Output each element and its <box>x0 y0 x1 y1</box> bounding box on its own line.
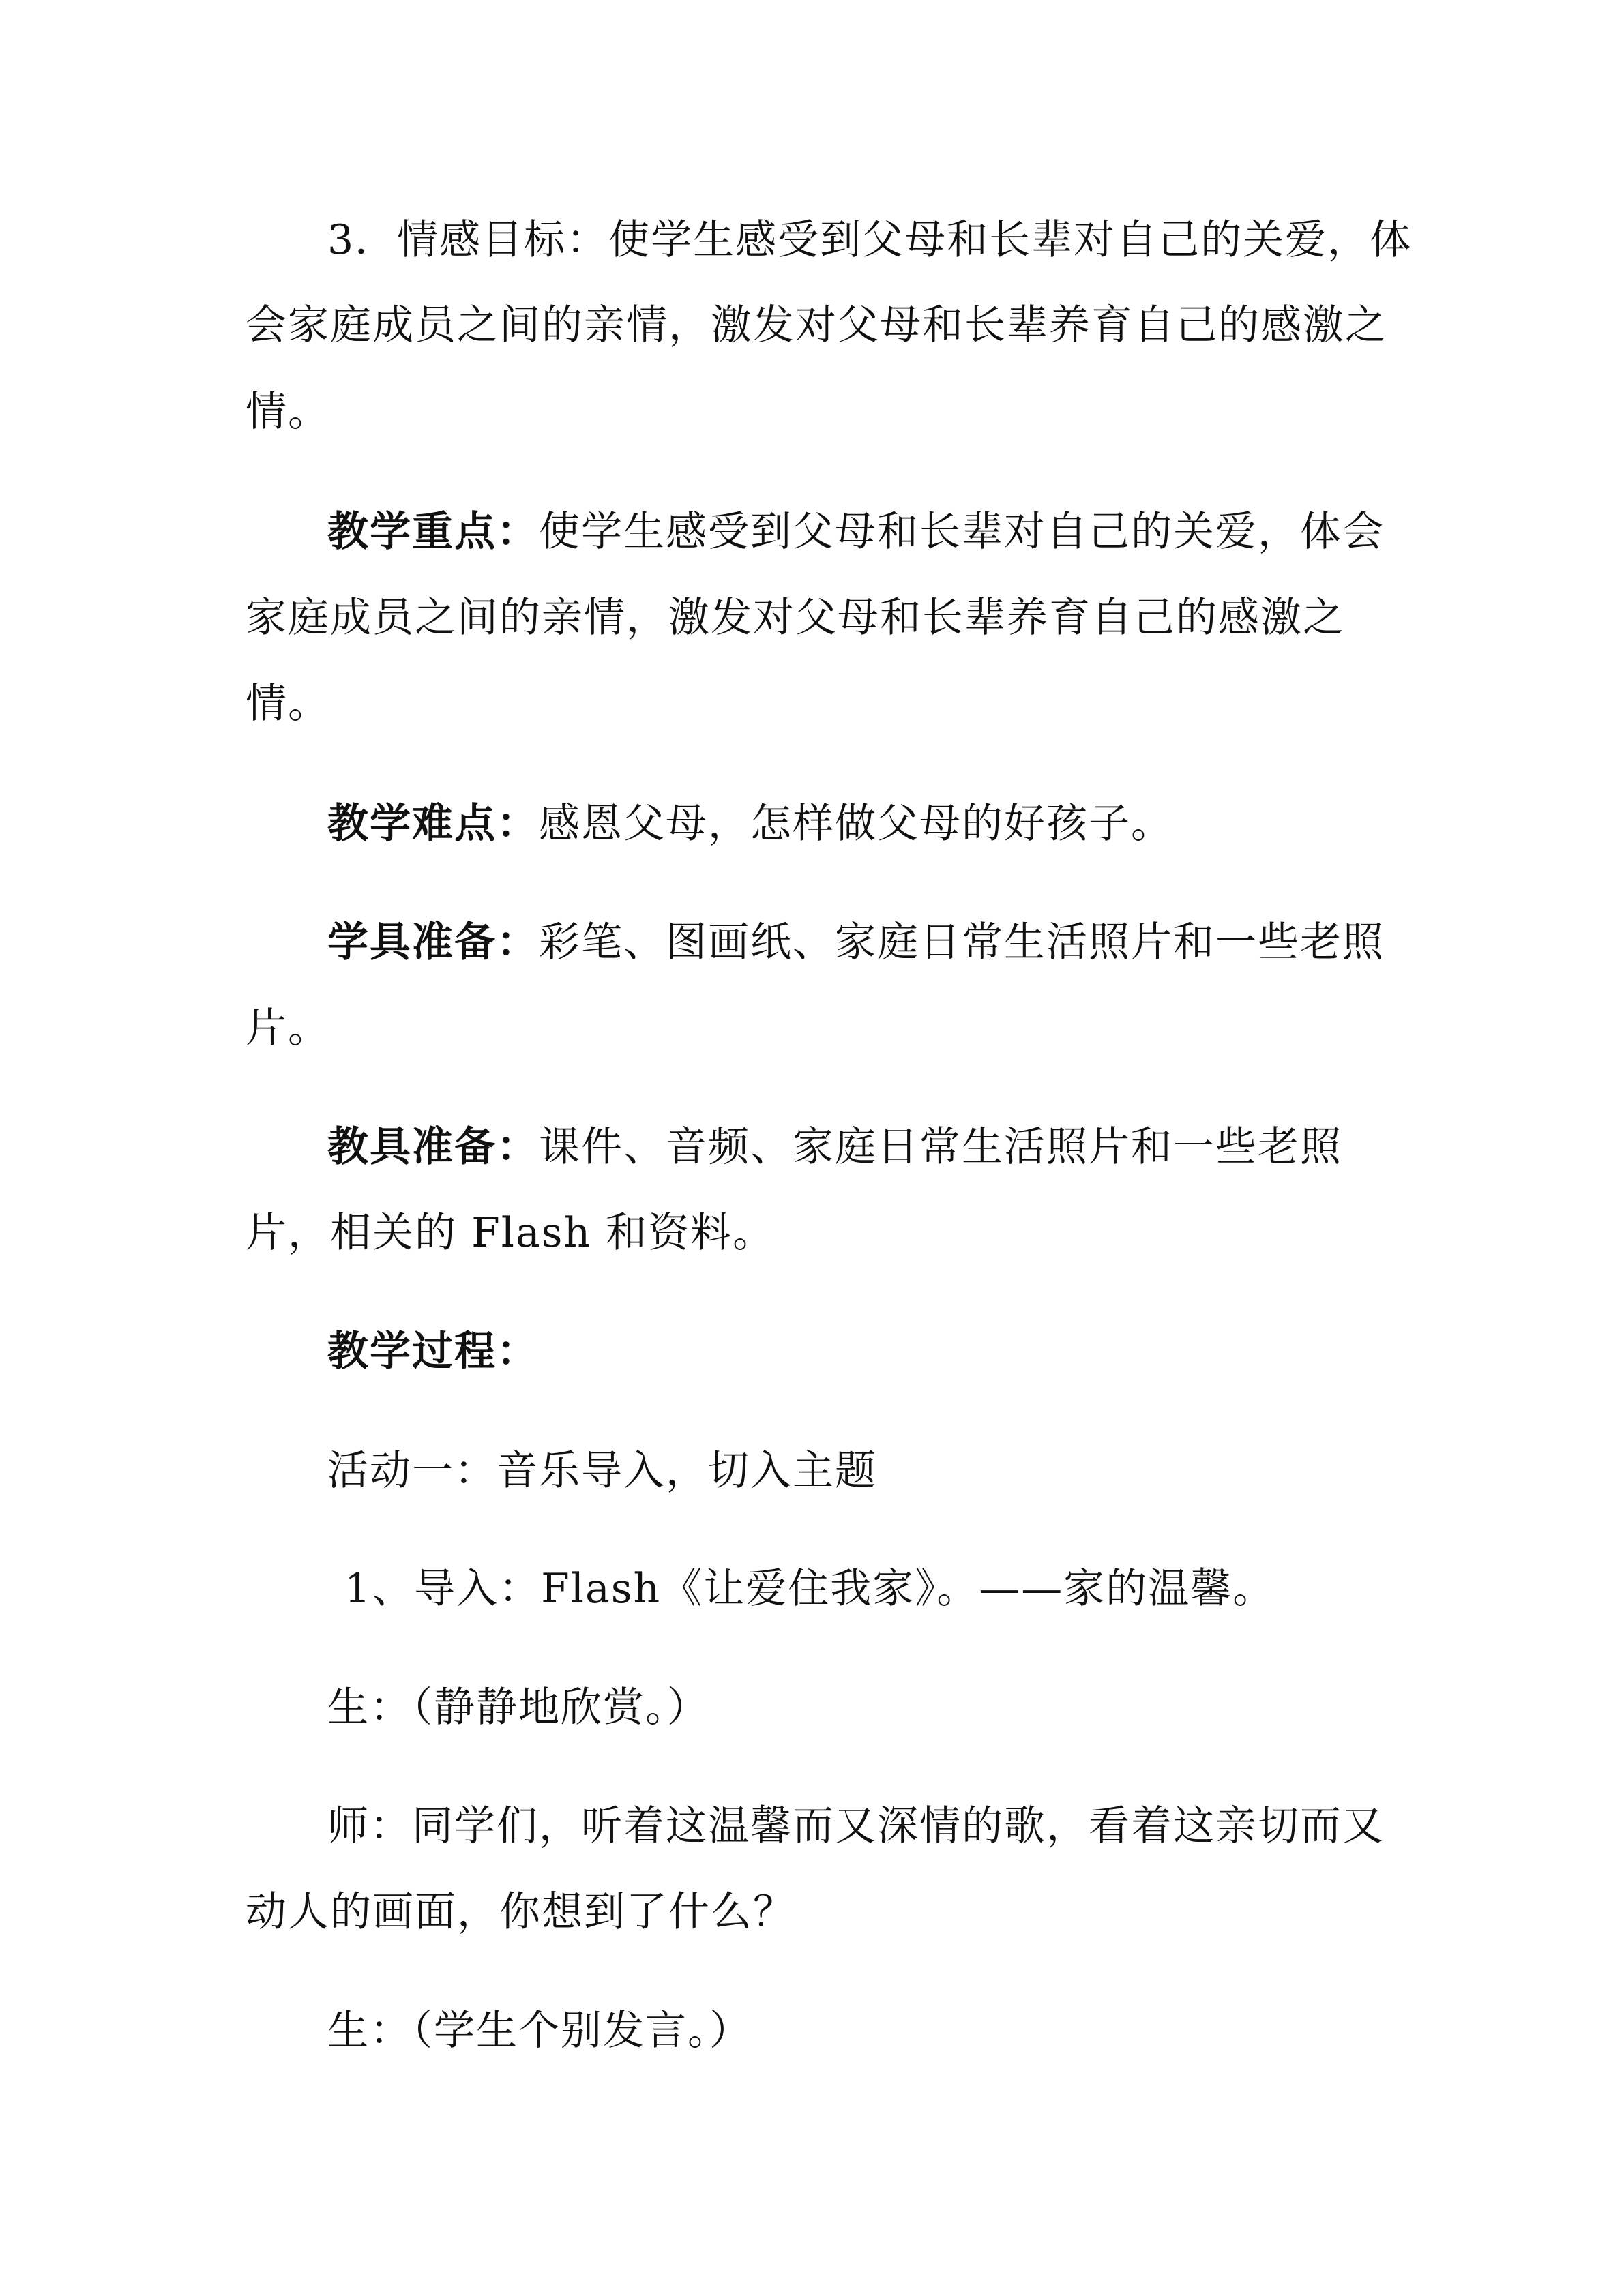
key-point-label: 教学重点： <box>327 508 539 556</box>
student-prep-line2: 片。 <box>246 1004 330 1052</box>
teacher1-line1: 师：同学们，听着这温馨而又深情的歌，看着这亲切而又 <box>327 1802 1385 1850</box>
key-point-line1 <box>327 503 1385 561</box>
goal3-line3: 情。 <box>246 388 330 436</box>
student-prep-line1 <box>327 914 1385 971</box>
teacher-prep-line1 <box>327 1118 1342 1176</box>
intro-line: 1、导入：Flash《让爱住我家》。——家的温馨。 <box>344 1565 1275 1613</box>
teacher-prep-line2: 片，相关的 Flash 和资料。 <box>246 1209 776 1257</box>
teacher1-line2: 动人的画面，你想到了什么？ <box>246 1888 795 1936</box>
teacher-prep-text: 课件、音频、家庭日常生活照片和一些老照 <box>539 1123 1342 1171</box>
student1-line: 生：（静静地欣赏。） <box>327 1684 709 1731</box>
key-point-line2: 家庭成员之间的亲情，激发对父母和长辈养育自己的感激之 <box>246 594 1345 642</box>
goal3-line2: 会家庭成员之间的亲情，激发对父母和长辈养育自己的感激之 <box>246 301 1387 349</box>
process-heading: 教学过程： <box>327 1328 539 1375</box>
difficulty-line <box>327 795 1173 852</box>
key-point-text: 使学生感受到父母和长辈对自己的关爱，体会 <box>539 508 1385 556</box>
teacher-prep-label: 教具准备： <box>327 1123 539 1171</box>
student2-line: 生：（学生个别发言。） <box>327 2007 752 2055</box>
difficulty-text: 感恩父母，怎样做父母的好孩子。 <box>539 800 1173 848</box>
activity1-heading: 活动一：音乐导入，切入主题 <box>327 1447 877 1495</box>
student-prep-label: 学具准备： <box>327 919 539 966</box>
difficulty-label: 教学难点： <box>327 800 539 848</box>
goal3-line1: 3．情感目标：使学生感受到父母和长辈对自己的关爱，体 <box>327 216 1413 264</box>
key-point-line3: 情。 <box>246 680 330 728</box>
student-prep-text: 彩笔、图画纸、家庭日常生活照片和一些老照 <box>539 919 1385 966</box>
